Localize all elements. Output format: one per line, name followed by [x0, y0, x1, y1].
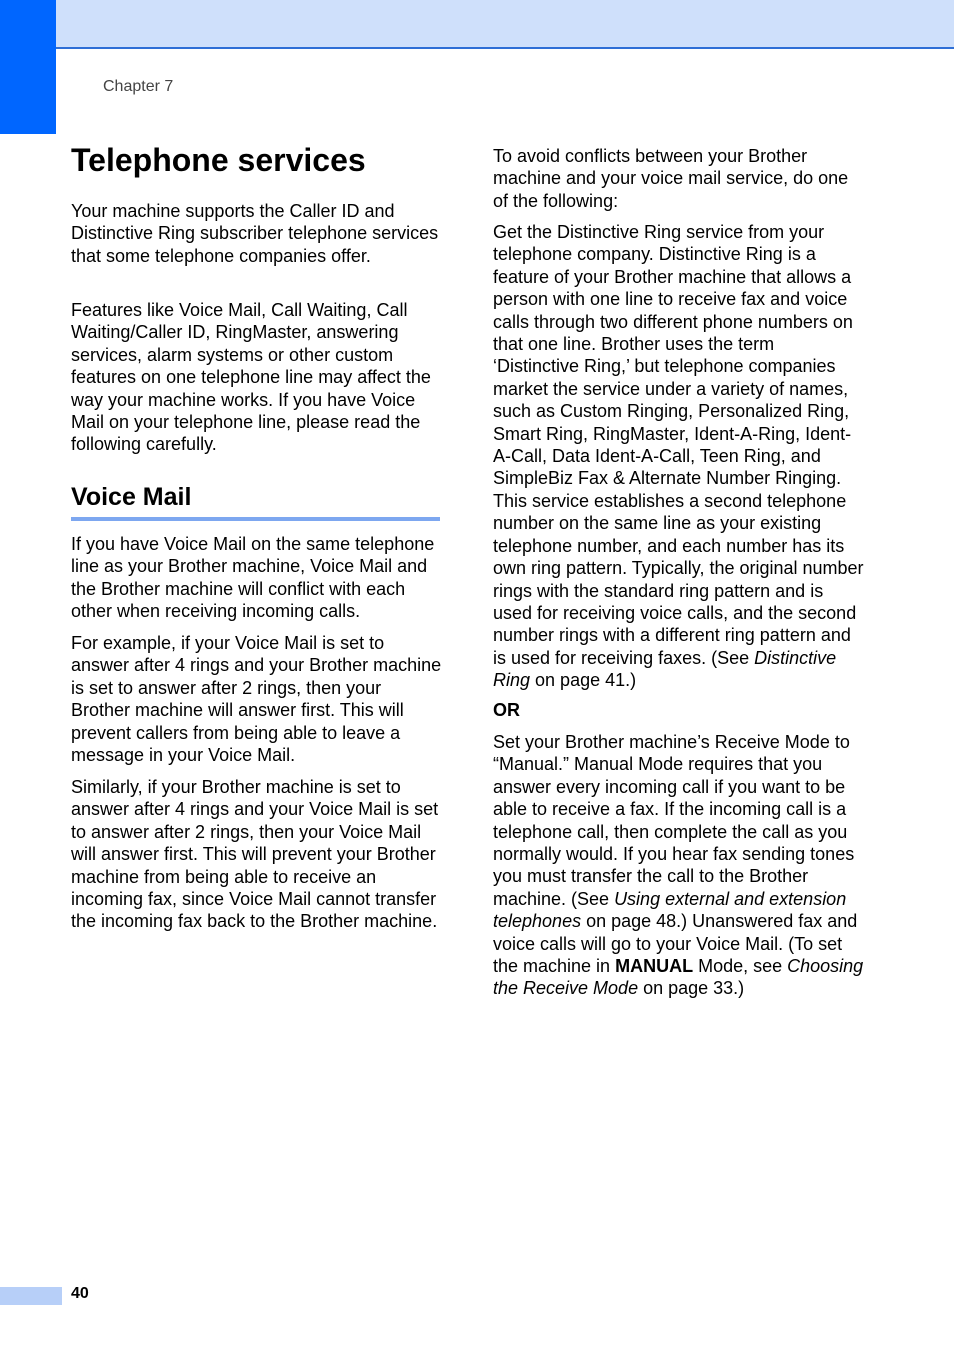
receive-mode-link[interactable]: Choosing the Receive Mode: [493, 956, 864, 999]
intro-paragraph: Your machine supports the Caller ID and Distinctive Ring subscriber telephone services that some telephone companies offer.: [71, 201, 439, 266]
avoid-conflicts-paragraph: To avoid conflicts between your Brother machine and your voice mail service, do one of the following:: [493, 146, 849, 211]
manual-mode-paragraph: [493, 731, 865, 1000]
distinctive-ring-link[interactable]: Distinctive Ring: [493, 647, 837, 691]
or-label: OR: [493, 700, 520, 720]
voice-mail-paragraph-2: For example, if your Voice Mail is set to answer after 4 rings and your Brother machine is set to answer after 2 rings, then your Brother machine will answer first. This will prevent callers from being able to leave a message in your Voice Mail.: [71, 633, 442, 766]
section-title-voice-mail: Voice Mail: [71, 483, 192, 511]
header-band: [0, 0, 954, 49]
chapter-label: Chapter 7: [103, 78, 174, 95]
chapter-tab: [0, 0, 56, 134]
page-title: Telephone services: [71, 142, 366, 178]
voice-mail-paragraph-3: Similarly, if your Brother machine is set to answer after 4 rings and your Voice Mail is set to answer after 2 rings, then your Voice Mail will answer first. This will prevent your Brother machine from being able to receive an incoming fax, since Voice Mail cannot transfer the incoming fax back to the Brother machine.: [71, 777, 439, 932]
distinctive-ring-text: Get the Distinctive Ring service from your telephone company. Distinctive Ring is a feature of your Brother machine that allows a person with one line to receive fax and voice calls through two different phone numbers on that one line. Brother uses the term ‘Distinctive Ring,’ but telephone companies market the service under a variety of names, such as Custom Ringing, Personalized Ring, Smart Ring, RingMaster, Ident-A-Ring, Ident-A-Call, Data Ident-A-Call, Teen Ring, and SimpleBiz Fax & Alternate Number Ringing. This service establishes a second telephone number on the same line as your existing telephone number, and each number has its own ring pattern. Typically, the original number rings with the standard ring pattern and is used for receiving voice calls, and the second number rings with a different ring pattern and is used for receiving faxes. (See: [493, 222, 864, 668]
distinctive-ring-tail: on page 41.): [530, 670, 637, 691]
distinctive-ring-paragraph: [493, 221, 865, 692]
page-number: 40: [71, 1285, 89, 1302]
manual-mode-text-a: Set your Brother machine’s Receive Mode to “Manual.” Manual Mode requires that you answer every incoming call if you want to be able to receive a fax. If the incoming call is a telephone call, then complete the call as you normally would. If you hear fax sending tones you must transfer the call to the Brother machine. (See: [493, 732, 855, 909]
manual-keyword: MANUAL: [615, 956, 694, 977]
features-paragraph: Features like Voice Mail, Call Waiting, Call Waiting/Caller ID, RingMaster, answering services, alarm systems or other custom features on one telephone line may affect the way your machine works. If you have Voice Mail on your telephone line, please read the following carefully.: [71, 300, 431, 455]
manual-mode-text-d: on page 33.): [638, 978, 745, 999]
section-rule: [71, 517, 440, 521]
page-number-bar: [0, 1287, 62, 1305]
manual-mode-text-b: on page 48.) Unanswered fax and voice calls will go to your Voice Mail. (To set the machine in: [493, 911, 858, 977]
external-telephones-link[interactable]: Using external and extension telephones: [493, 888, 847, 932]
manual-mode-text-c: Mode, see: [693, 956, 788, 977]
voice-mail-paragraph-1: If you have Voice Mail on the same telephone line as your Brother machine, Voice Mail and the Brother machine will conflict with each other when receiving incoming calls.: [71, 534, 435, 622]
